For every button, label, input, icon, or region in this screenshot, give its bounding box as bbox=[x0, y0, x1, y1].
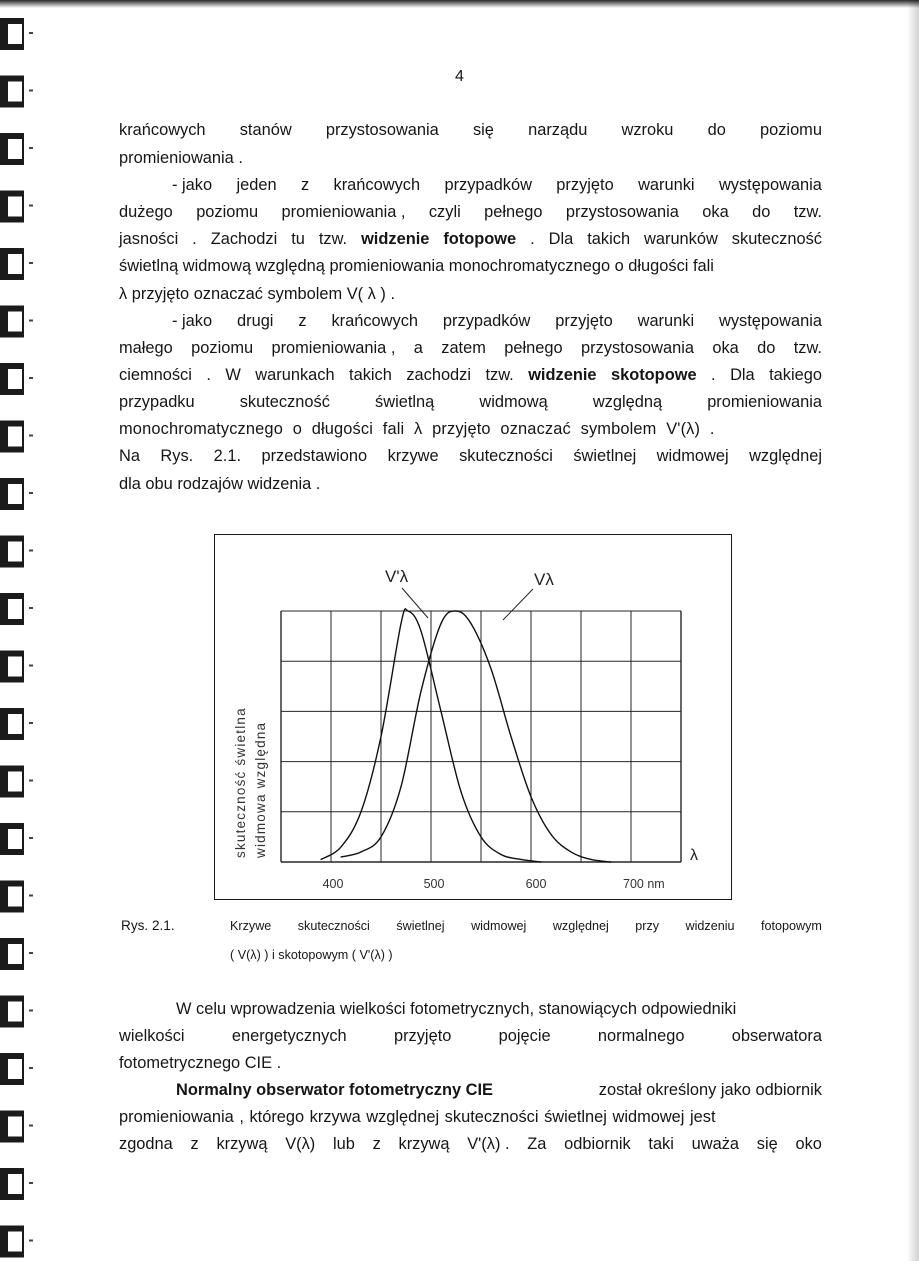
x-tick-label: 500 bbox=[423, 877, 445, 891]
series-label-scotopic: V'λ bbox=[385, 567, 409, 586]
word: skuteczność bbox=[239, 393, 330, 411]
word: krzywą bbox=[398, 1135, 450, 1153]
term-cie-observer: Normalny obserwator fotometryczny CIE bbox=[176, 1081, 493, 1099]
p2-line4: świetlną widmową względną promieniowania monochromatycznego o długości fali bbox=[119, 257, 714, 275]
p2-line3 bbox=[119, 226, 822, 253]
word: promieniowania bbox=[707, 393, 822, 411]
binding-hole-inner bbox=[8, 772, 22, 792]
caption-line2: ( V(λ) ) i skotopowym ( V'(λ) ) bbox=[230, 948, 393, 962]
word: zgodna bbox=[119, 1135, 173, 1153]
word: przypadków bbox=[444, 176, 532, 194]
binding-tick bbox=[29, 665, 33, 667]
p3-line6 bbox=[119, 443, 822, 470]
word: się bbox=[756, 1135, 778, 1153]
word: monochromatycznego bbox=[119, 420, 283, 438]
binding-tick bbox=[29, 780, 33, 782]
word: z bbox=[372, 1135, 381, 1153]
word: pełnego bbox=[484, 203, 543, 221]
word: o bbox=[292, 420, 302, 438]
p1-line2: promieniowania . bbox=[119, 149, 243, 167]
scan-top-shadow bbox=[0, 0, 919, 8]
word: się bbox=[472, 121, 494, 139]
word: przyjęto bbox=[393, 1027, 452, 1045]
p4-line1: W celu wprowadzenia wielkości fotometrycznych, stanowiących odpowiedniki bbox=[176, 1000, 737, 1018]
word: pełnego bbox=[504, 339, 563, 357]
word: przypadków bbox=[442, 312, 531, 330]
word: taki bbox=[648, 1135, 674, 1153]
binding-hole-inner bbox=[8, 427, 22, 447]
word: krzywą bbox=[216, 1135, 268, 1153]
word: wzroku bbox=[621, 121, 674, 139]
binding-tick bbox=[29, 90, 33, 92]
word: skuteczności bbox=[459, 447, 553, 465]
word: przystosowania bbox=[325, 121, 439, 139]
word: czyli bbox=[428, 203, 461, 221]
p4-line2 bbox=[119, 1023, 822, 1050]
word: przystosowania bbox=[565, 203, 679, 221]
word: Na bbox=[119, 447, 140, 465]
p2-line1 bbox=[119, 172, 822, 199]
word: przyjęto bbox=[432, 420, 491, 438]
word: Za bbox=[527, 1135, 547, 1153]
word: oka bbox=[712, 339, 739, 357]
binding-hole-inner bbox=[8, 542, 22, 562]
word: względną bbox=[592, 393, 663, 411]
word: do bbox=[757, 339, 776, 357]
word: oznaczać bbox=[500, 420, 571, 438]
word: krzywe bbox=[387, 447, 439, 465]
p3-line4 bbox=[119, 389, 822, 416]
word: promieniowania , bbox=[271, 339, 396, 357]
binding-tick bbox=[29, 377, 33, 379]
word: λ bbox=[414, 420, 423, 438]
word: oko bbox=[795, 1135, 822, 1153]
word: oka bbox=[702, 203, 729, 221]
p3-line3 bbox=[119, 362, 822, 389]
word: występowania bbox=[718, 176, 822, 194]
p3-line3-b: . Dla takiego bbox=[711, 366, 822, 384]
word: stanów bbox=[239, 121, 292, 139]
word: widmowej bbox=[656, 447, 729, 465]
binding-hole-inner bbox=[8, 944, 22, 964]
word: względnej bbox=[749, 447, 822, 465]
binding-tick bbox=[29, 550, 33, 552]
p5-line3 bbox=[119, 1131, 822, 1158]
binding-hole-inner bbox=[8, 1059, 22, 1079]
binding-hole-inner bbox=[8, 1117, 22, 1137]
figure-frame bbox=[214, 534, 732, 900]
word: poziomu bbox=[196, 203, 259, 221]
binding-hole-inner bbox=[8, 1002, 22, 1022]
word: występowania bbox=[719, 312, 822, 330]
binding-tick bbox=[29, 435, 33, 437]
word: lub bbox=[332, 1135, 355, 1153]
word: do bbox=[707, 121, 726, 139]
word: względnej bbox=[552, 919, 609, 933]
word: - jako bbox=[172, 176, 213, 194]
word: tzw. bbox=[793, 339, 822, 357]
binding-hole-inner bbox=[8, 369, 22, 389]
word: z bbox=[300, 176, 310, 194]
binding-tick bbox=[29, 1240, 33, 1242]
p5-line1 bbox=[176, 1077, 822, 1104]
word: zatem bbox=[441, 339, 486, 357]
word: Rys. bbox=[160, 447, 194, 465]
binding-hole-inner bbox=[8, 484, 22, 504]
binding-tick bbox=[29, 607, 33, 609]
word: poziomu bbox=[191, 339, 254, 357]
word: przypadku bbox=[119, 393, 195, 411]
binding-tick bbox=[29, 722, 33, 724]
p5-line1-rest: został określony jako odbiornik bbox=[598, 1081, 822, 1099]
binding-hole-inner bbox=[8, 254, 22, 274]
word: pojęcie bbox=[498, 1027, 551, 1045]
y-axis-label-line2: widmowa względna bbox=[253, 721, 268, 858]
word: odbiornik bbox=[564, 1135, 631, 1153]
word: krańcowych bbox=[119, 121, 206, 139]
word: skuteczności bbox=[297, 919, 370, 933]
p2-line2 bbox=[119, 199, 822, 226]
word: fotopowym bbox=[761, 919, 822, 933]
word: krańcowych bbox=[331, 312, 419, 330]
word: warunki bbox=[638, 176, 695, 194]
word: przedstawiono bbox=[261, 447, 368, 465]
binding-tick bbox=[29, 1010, 33, 1012]
word: fali bbox=[382, 420, 405, 438]
binding-tick bbox=[29, 1182, 33, 1184]
binding-hole-inner bbox=[8, 312, 22, 332]
binding-tick bbox=[29, 492, 33, 494]
word: V(λ) bbox=[285, 1135, 316, 1153]
binding-tick bbox=[29, 320, 33, 322]
word: przy bbox=[635, 919, 660, 933]
p1-line1 bbox=[119, 117, 822, 144]
binding-hole-inner bbox=[8, 714, 22, 734]
p3-line3-a: ciemności . W warunkach takich zachodzi tzw. bbox=[119, 366, 514, 384]
x-axis-label: λ bbox=[690, 847, 698, 864]
x-tick-label: 700 nm bbox=[623, 877, 665, 891]
word: przyjęto bbox=[556, 176, 614, 194]
caption-label: Rys. 2.1. bbox=[121, 918, 175, 933]
word: dużego bbox=[119, 203, 173, 221]
binding-hole-inner bbox=[8, 657, 22, 677]
binding-edge bbox=[0, 0, 38, 1261]
y-axis-label-line1: skuteczność świetlna bbox=[233, 707, 248, 858]
p4-line3: fotometrycznego CIE . bbox=[119, 1054, 282, 1072]
word: warunki bbox=[637, 312, 695, 330]
binding-hole-inner bbox=[8, 887, 22, 907]
word: V'(λ) . bbox=[467, 1135, 510, 1153]
word: do bbox=[752, 203, 771, 221]
term-photopic: widzenie fotopowe bbox=[361, 230, 517, 248]
caption-line1 bbox=[230, 914, 822, 938]
word: symbolem bbox=[580, 420, 657, 438]
x-tick-label: 400 bbox=[322, 877, 344, 891]
page-number: 4 bbox=[455, 68, 464, 85]
word: świetlnej bbox=[573, 447, 637, 465]
word: promieniowania , bbox=[281, 203, 406, 221]
p5-line2: promieniowania , którego krzywa względnej skuteczności świetlnej widmowej jest bbox=[119, 1108, 716, 1126]
word: z bbox=[298, 312, 307, 330]
word: energetycznych bbox=[231, 1027, 347, 1045]
word: długości bbox=[311, 420, 374, 438]
word: uważa bbox=[691, 1135, 740, 1153]
word: narządu bbox=[528, 121, 588, 139]
binding-holes bbox=[0, 0, 38, 1261]
binding-tick bbox=[29, 32, 33, 34]
word: wielkości bbox=[119, 1027, 185, 1045]
binding-hole-inner bbox=[8, 1174, 22, 1194]
scan-right-shadow bbox=[907, 0, 919, 1261]
p3-line7: dla obu rodzajów widzenia . bbox=[119, 475, 321, 493]
word: widzeniu bbox=[685, 919, 735, 933]
word: przyjęto bbox=[555, 312, 613, 330]
binding-tick bbox=[29, 1125, 33, 1127]
binding-tick bbox=[29, 1067, 33, 1069]
binding-hole-inner bbox=[8, 599, 22, 619]
p3-line5 bbox=[119, 416, 822, 443]
word: V'(λ) . bbox=[666, 420, 715, 438]
binding-hole-inner bbox=[8, 197, 22, 217]
word: tzw. bbox=[793, 203, 822, 221]
word: z bbox=[190, 1135, 199, 1153]
word: małego bbox=[119, 339, 173, 357]
binding-tick bbox=[29, 147, 33, 149]
word: widmową bbox=[479, 393, 548, 411]
word: a bbox=[413, 339, 423, 357]
binding-tick bbox=[29, 837, 33, 839]
word: - jako bbox=[172, 312, 213, 330]
binding-tick bbox=[29, 952, 33, 954]
word: poziomu bbox=[760, 121, 822, 139]
word: widmowej bbox=[471, 919, 527, 933]
binding-hole-inner bbox=[8, 1232, 22, 1252]
term-scotopic: widzenie skotopowe bbox=[528, 366, 697, 384]
p2-line5: λ przyjęto oznaczać symbolem V( λ ) . bbox=[119, 285, 395, 303]
word: krańcowych bbox=[333, 176, 421, 194]
p2-line3-b: . Dla takich warunków skuteczność bbox=[530, 230, 822, 248]
binding-hole-inner bbox=[8, 139, 22, 159]
word: jeden bbox=[236, 176, 277, 194]
word: drugi bbox=[237, 312, 274, 330]
p3-line1 bbox=[119, 308, 822, 335]
word: świetlną bbox=[375, 393, 435, 411]
word: Krzywe bbox=[230, 919, 272, 933]
binding-tick bbox=[29, 262, 33, 264]
word: 2.1. bbox=[213, 447, 241, 465]
binding-tick bbox=[29, 205, 33, 207]
word: normalnego bbox=[597, 1027, 685, 1045]
word: przystosowania bbox=[580, 339, 694, 357]
series-label-photopic: Vλ bbox=[534, 570, 554, 589]
p3-line2 bbox=[119, 335, 822, 362]
binding-hole-inner bbox=[8, 829, 22, 849]
binding-tick bbox=[29, 895, 33, 897]
binding-hole-inner bbox=[8, 24, 22, 44]
x-tick-label: 600 bbox=[525, 877, 547, 891]
word: świetlnej bbox=[396, 919, 445, 933]
word: obserwatora bbox=[731, 1027, 822, 1045]
p2-line3-a: jasności . Zachodzi tu tzw. bbox=[119, 230, 348, 248]
